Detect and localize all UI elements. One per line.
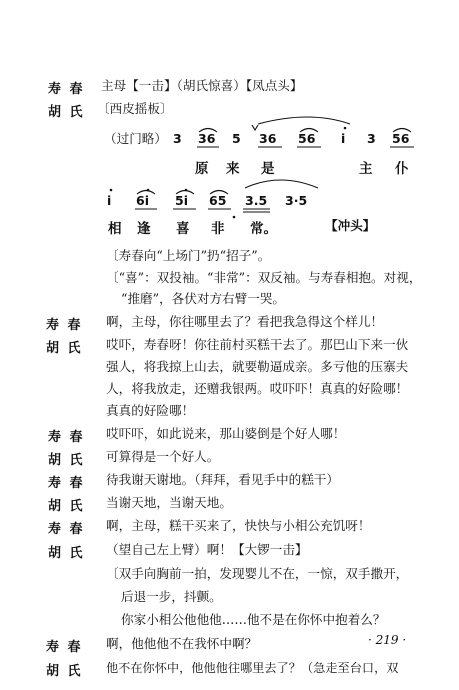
speaker-label: 胡 氏 — [46, 341, 83, 356]
high-dot — [147, 189, 150, 192]
lyric: 是 — [261, 161, 275, 177]
dialogue-text: 真真的好险哪！ — [106, 403, 195, 418]
note: 5i — [175, 193, 188, 208]
note: 5 — [232, 131, 241, 146]
note: i — [107, 193, 112, 208]
low-dot — [233, 216, 236, 219]
stage-direction: “推磨”，各伏对方右臂一哭。 — [121, 291, 286, 306]
slur-mark — [245, 180, 318, 188]
dialogue-text: 待我谢天谢地。（拜拜，看见手中的糕干） — [106, 472, 339, 487]
stage-direction: 后退一步，抖颤。 — [121, 589, 222, 604]
lyric: 常。 — [250, 221, 277, 237]
dialogue-text: （望自己左上臂）啊！【大锣一击】 — [106, 542, 308, 557]
speaker-label: 寿 春 — [48, 476, 85, 491]
dialogue-text: 他不在你怀中，他他他往哪里去了？（急走至台口，双 — [106, 661, 399, 675]
speaker-label: 胡 氏 — [46, 664, 83, 679]
speaker-label: 胡 氏 — [48, 546, 85, 561]
stage-direction: 〔寿春向“上场门”扔“招子”。 — [106, 248, 271, 263]
dialogue-text: 哎吓，寿春呀！你往前村买糕干去了。那巴山下来一伙 — [106, 337, 409, 352]
page-number: · 219 · — [368, 633, 407, 647]
slur-mark — [258, 117, 350, 124]
breath-mark — [252, 125, 258, 130]
speaker-label: 胡 氏 — [48, 453, 85, 468]
speaker-label: 寿 春 — [46, 318, 83, 333]
note: 3 — [367, 131, 376, 146]
high-dot — [344, 127, 347, 130]
note: 36 — [198, 131, 216, 146]
speaker-label: 寿 春 — [48, 522, 85, 537]
stage-direction: 〔西皮摇板〕 — [97, 101, 173, 116]
lyric: 仆 — [395, 161, 409, 177]
dialogue-text: 可算得是一个好人。 — [106, 449, 220, 464]
speaker-label: 寿 春 — [48, 82, 85, 97]
lyric: 喜 — [176, 221, 190, 237]
dialogue-text: 强人，将我掠上山去，就要勒逼成亲。多亏他的压寨夫 — [106, 359, 409, 374]
stage-direction: 〔“喜”：双投袖。“非常”：双反袖。与寿春相抱。对视， — [106, 270, 422, 285]
note: 3.5 — [245, 193, 268, 208]
note: 56 — [392, 131, 410, 146]
notation-intro: （过门略） — [104, 131, 167, 146]
dialogue-text: 当谢天地，当谢天地。 — [106, 495, 232, 510]
note: 56 — [298, 131, 316, 146]
dialogue-text: 主母【一击】（胡氏惊喜）【凤点头】 — [101, 78, 303, 93]
dialogue-text: 啊，他他他不在我怀中啊？ — [106, 636, 258, 651]
note: 3·5 — [285, 193, 308, 208]
dialogue-text: 哎吓吓，如此说来，那山婆倒是个好人哪！ — [106, 426, 346, 441]
note: 6i — [136, 193, 149, 208]
high-dot — [185, 189, 188, 192]
lyric: 主 — [359, 161, 373, 177]
lyric: 原 — [195, 161, 209, 177]
high-dot — [110, 189, 113, 192]
note: 36 — [259, 131, 277, 146]
note: 65 — [209, 193, 227, 208]
speaker-label: 寿 春 — [46, 640, 83, 655]
note: 3 — [173, 131, 182, 146]
lyric: 相 — [108, 221, 122, 237]
percussion-cue: 【冲头】 — [325, 218, 376, 233]
dialogue-text: 人，将我放走，还赠我银两。哎吓吓！真真的好险哪！ — [106, 381, 409, 396]
lyric: 非 — [211, 221, 225, 237]
note: i — [341, 131, 346, 146]
dialogue-text: 啊，主母，糕干买来了，快快与小相公充饥呀！ — [106, 518, 371, 533]
dialogue-text: 啊，主母，你往哪里去了？看把我急得这个样儿！ — [106, 314, 384, 329]
speaker-label: 胡 氏 — [48, 105, 85, 120]
dialogue-text: 你家小相公他他他……他不是在你怀中抱着么？ — [121, 612, 386, 627]
speaker-label: 寿 春 — [48, 430, 85, 445]
lyric: 来 — [226, 161, 240, 177]
stage-direction: 〔双手向胸前一拍，发现婴儿不在，一惊，双手撒开， — [106, 566, 409, 581]
lyric: 逢 — [137, 221, 151, 237]
speaker-label: 胡 氏 — [48, 499, 85, 514]
